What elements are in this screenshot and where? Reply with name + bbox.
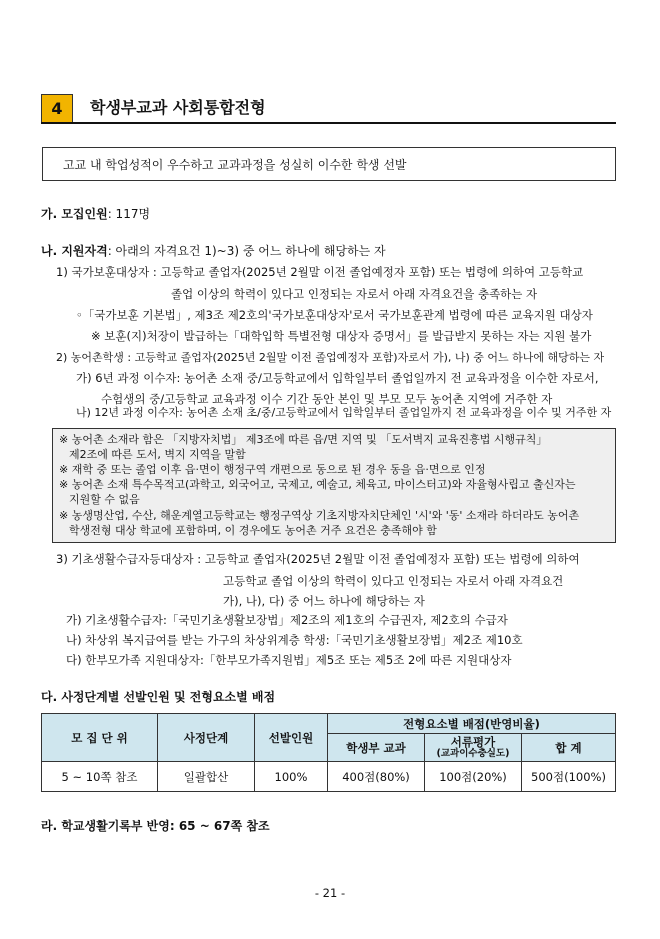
item1-note: ※ 보훈(지)처장이 발급하는「대학입학 특별전형 대상자 증명서」를 발급받지 못하는 자는 지원 불가	[91, 329, 592, 343]
eligibility-label: 나. 지원자격	[41, 244, 108, 258]
cell-unit: 5 ~ 10쪽 참조	[42, 762, 158, 792]
section-divider	[41, 122, 616, 124]
section-summary-box: 고교 내 학업성적이 우수하고 교과과정을 성실히 이수한 학생 선발	[42, 147, 616, 181]
item2-ga-line2: 수험생의 중/고등학교 교육과정 이수 기간 동안 본인 및 부모 모두 농어촌 지역에 거주한 자	[101, 392, 553, 406]
th-doc	[425, 734, 522, 762]
recruit-count	[41, 206, 150, 222]
item3-line3: 가), 나), 다) 중 어느 하나에 해당하는 자	[223, 594, 425, 608]
th-stage: 사정단계	[158, 714, 255, 762]
recruit-count-label: 가. 모집인원	[41, 207, 108, 221]
note-3a: ※ 농어촌 소재 특수목적고(과학고, 외국어고, 국제고, 예술고, 체육고, 마이스터고)와 자율형사립고 출신자는	[59, 478, 576, 491]
score-table-heading: 다. 사정단계별 선발인원 및 전형요소별 배점	[41, 690, 276, 704]
th-quota: 선발인원	[255, 714, 328, 762]
item1-line1: 1) 국가보훈대상자 : 고등학교 졸업자(2025년 2월말 이전 졸업예정자 포함) 또는 법령에 의하여 고등학교	[56, 265, 584, 279]
item1-sub: ◦「국가보훈 기본법」, 제3조 제2호의'국가보훈대상자'로서 국가보훈관계 법령에 따른 교육지원 대상자	[76, 308, 593, 322]
item3-line1: 3) 기초생활수급자등대상자 : 고등학교 졸업자(2025년 2월말 이전 졸업예정자 포함) 또는 법령에 의하여	[56, 552, 580, 566]
th-doc-subtitle: (교과이수충실도)	[436, 747, 510, 759]
school-record-label: 라. 학교생활기록부 반영	[41, 819, 170, 833]
recruit-count-value: : 117명	[107, 207, 151, 221]
note-4a: ※ 농생명산업, 수산, 해운계열고등학교는 행정구역상 기초지방자치단체인 '시'와 '동' 소재라 하더라도 농어촌	[59, 509, 580, 522]
eligibility-text: : 아래의 자격요건 1)~3) 중 어느 하나에 해당하는 자	[107, 244, 386, 258]
page-number: - 21 -	[314, 886, 346, 900]
school-record	[41, 818, 270, 834]
item3-b: 나) 차상위 복지급여를 받는 가구의 차상위계층 학생:「국민기초생활보장법」제2조 제10호	[66, 633, 523, 647]
item2-line1: 2) 농어촌학생 : 고등학교 졸업자(2025년 2월말 이전 졸업예정자 포함)자로서 가), 나) 중 어느 하나에 해당하는 자	[56, 351, 605, 364]
item2-ga-line1: 가) 6년 과정 이수자: 농어촌 소재 중/고등학교에서 입학일부터 졸업일까지 전 교육과정을 이수한 자로서,	[76, 371, 599, 385]
item3-line2: 고등학교 졸업 이상의 학력이 있다고 인정되는 자로서 아래 자격요건	[223, 574, 564, 588]
note-2: ※ 재학 중 또는 졸업 이후 읍·면이 행정구역 개편으로 동으로 된 경우 동을 읍·면으로 인정	[59, 463, 486, 476]
item1-line2: 졸업 이상의 학력이 있다고 인정되는 자로서 아래 자격요건을 충족하는 자	[171, 287, 538, 301]
school-record-value: : 65 ~ 67쪽 참조	[169, 819, 270, 833]
note-4b: 학생전형 대상 학교에 포함하며, 이 경우에도 농어촌 거주 요건은 충족해야 함	[69, 524, 437, 537]
th-record: 학생부 교과	[328, 734, 425, 762]
eligibility-heading	[41, 243, 386, 259]
cell-doc: 100점(20%)	[425, 762, 522, 792]
note-3b: 지원할 수 없음	[69, 493, 140, 506]
score-table	[41, 713, 616, 792]
note-1a: ※ 농어촌 소재라 함은 「지방자치법」 제3조에 따른 읍/면 지역 및 「도서벽지 교육진흥법 시행규칙」	[59, 433, 548, 446]
rural-notes-box	[52, 428, 616, 543]
section-number: 4	[41, 94, 73, 124]
cell-quota: 100%	[255, 762, 328, 792]
th-doc-title: 서류평가	[450, 734, 496, 749]
th-score-group: 전형요소별 배점(반영비율)	[328, 714, 616, 734]
table-row	[42, 762, 616, 792]
cell-stage: 일괄합산	[158, 762, 255, 792]
item3-c: 다) 한부모가족 지원대상자:「한부모가족지원법」제5조 또는 제5조 2에 따른 지원대상자	[66, 653, 512, 667]
th-unit: 모 집 단 위	[42, 714, 158, 762]
cell-record: 400점(80%)	[328, 762, 425, 792]
item3-a: 가) 기초생활수급자:「국민기초생활보장법」제2조의 제1호의 수급권자, 제2호의 수급자	[66, 613, 508, 627]
note-1b: 제2조에 따른 도서, 벽지 지역을 말함	[69, 448, 246, 461]
cell-total: 500점(100%)	[522, 762, 616, 792]
th-total: 합 계	[522, 734, 616, 762]
item2-na-line: 나) 12년 과정 이수자: 농어촌 소재 초/중/고등학교에서 입학일부터 졸업일까지 전 교육과정을 이수 및 거주한 자	[76, 406, 612, 419]
section-title: 학생부교과 사회통합전형	[90, 98, 266, 117]
